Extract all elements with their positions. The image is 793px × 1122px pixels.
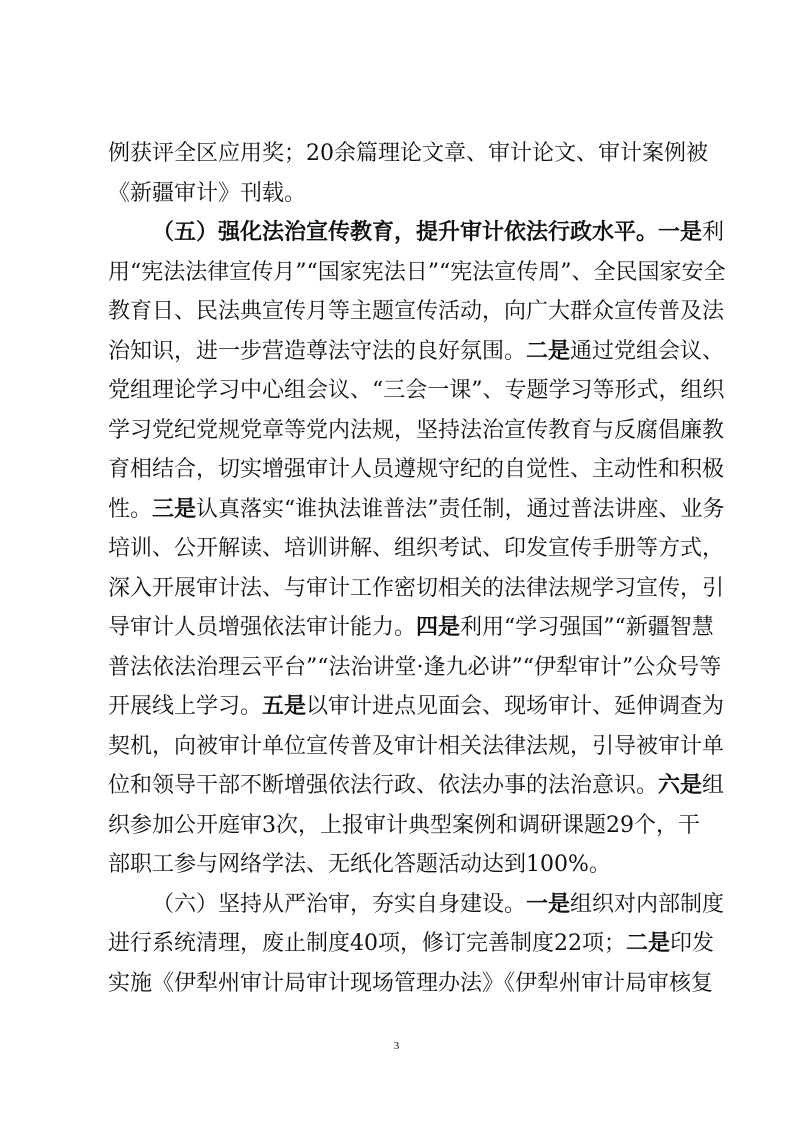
bold-marker: 一是 <box>658 219 703 245</box>
text-line <box>108 648 722 688</box>
text-segment: 开展线上学习。 <box>108 694 263 719</box>
bold-marker: 三是 <box>152 495 197 522</box>
text-segment: 例获评全区应用奖；20余篇理论文章、审计论文、审计案例被 <box>108 141 708 166</box>
text-line <box>108 174 692 214</box>
section-heading: （五）强化法治宣传教育，提升审计依法行政水平。 <box>152 219 659 245</box>
text-segment: 组 <box>702 773 725 798</box>
text-line <box>108 490 725 530</box>
bold-marker: 二是 <box>526 337 571 364</box>
text-segment: 导审计人员增强依法审计能力。 <box>108 615 417 640</box>
text-line <box>108 134 708 174</box>
text-segment: 《新疆审计》刊载。 <box>108 180 307 206</box>
text-segment: 通过党组会议、 <box>570 338 725 364</box>
text-segment: 利用“学习强国”“新疆智慧 <box>460 615 714 640</box>
text-segment: 组织对内部制度 <box>570 891 725 917</box>
text-line <box>108 964 714 1004</box>
text-line <box>108 845 692 885</box>
bold-marker: 六是 <box>658 772 703 798</box>
text-line <box>108 806 700 846</box>
text-segment: 教育日、民法典宣传月等主题宣传活动，向广大群众宣传普及法 <box>108 299 725 324</box>
text-line <box>108 371 725 411</box>
text-segment: 织参加公开庭审3次，上报审计典型案例和调研课题29个，干 <box>108 812 700 838</box>
text-segment: 进行系统清理，废止制度40项，修订完善制度22项； <box>108 931 626 956</box>
text-line <box>108 727 725 767</box>
page-number: 3 <box>393 1040 400 1052</box>
text-segment: 印发 <box>670 931 715 956</box>
text-segment: 位和领导干部不断增强依法行政、依法办事的法治意识。 <box>108 773 659 798</box>
section-heading: （六）坚持从严治审，夯实自身建设。 <box>152 891 527 917</box>
text-segment: 育相结合，切实增强审计人员遵规守纪的自觉性、主动性和积极 <box>108 457 725 482</box>
text-segment: 以审计进点见面会、现场审计、延伸调查为 <box>306 694 725 719</box>
text-line <box>108 332 725 372</box>
text-segment: 用“宪法法律宣传月”“国家宪法日”“宪法宣传周”、全民国家安全 <box>108 259 726 285</box>
text-line <box>108 450 725 490</box>
text-segment: 部职工参与网络学法、无纸化答题活动达到100%。 <box>108 852 611 877</box>
bold-marker: 二是 <box>626 930 671 956</box>
text-segment: 认真落实“谁执法谁普法”责任制，通过普法讲座、业务 <box>196 496 725 522</box>
text-line <box>108 292 725 332</box>
text-line <box>108 569 725 609</box>
text-segment: 深入开展审计法、与审计工作密切相关的法律法规学习宣传，引 <box>108 575 725 601</box>
text-line <box>108 924 715 964</box>
text-line <box>108 253 726 293</box>
text-segment: 利 <box>702 220 725 245</box>
bold-marker: 五是 <box>262 693 307 719</box>
text-line <box>108 529 725 569</box>
text-segment: 契机，向被审计单位宣传普及审计相关法律法规，引导被审计单 <box>108 733 725 759</box>
section-heading-line <box>108 213 725 253</box>
text-segment: 党组理论学习中心组会议、“三会一课”、专题学习等形式，组织 <box>108 378 725 403</box>
section-heading-line <box>108 885 725 925</box>
text-line <box>108 687 725 727</box>
body-text <box>108 134 726 1003</box>
text-segment: 性。 <box>108 496 153 522</box>
text-segment: 实施《伊犁州审计局审计现场管理办法》《伊犁州审计局审核复 <box>108 970 714 996</box>
text-segment: 普法依法治理云平台”“法治讲堂·逢九必讲”“伊犁审计”公众号等 <box>108 654 722 680</box>
text-line <box>108 608 714 648</box>
bold-marker: 四是 <box>416 614 461 640</box>
bold-marker: 一是 <box>526 890 571 917</box>
text-segment: 学习党纪党规党章等党内法规，坚持法治宣传教育与反腐倡廉教 <box>108 417 725 443</box>
text-segment: 培训、公开解读、培训讲解、组织考试、印发宣传手册等方式， <box>108 536 725 561</box>
text-segment: 治知识，进一步营造尊法守法的良好氛围。 <box>108 338 527 364</box>
text-line <box>108 766 725 806</box>
text-line <box>108 411 725 451</box>
